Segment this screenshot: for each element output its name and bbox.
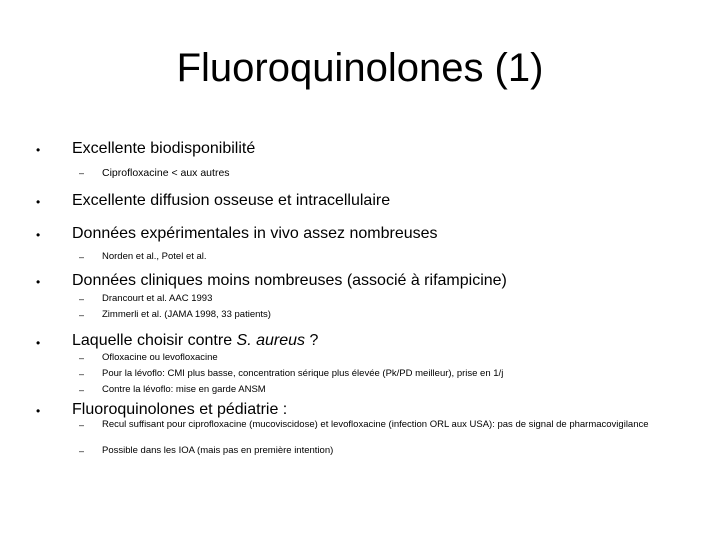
bullet-text: Données cliniques moins nombreuses (associé à rifampicine)	[72, 272, 507, 289]
sub-bullet-text: Norden et al., Potel et al.	[102, 251, 207, 262]
dash-icon: –	[79, 369, 85, 379]
dash-icon: –	[79, 420, 85, 430]
sub-bullet-text: Ofloxacine ou levofloxacine	[102, 352, 218, 363]
bullet-text: Excellente diffusion osseuse et intracellulaire	[72, 192, 391, 209]
bullet-icon: •	[36, 336, 41, 350]
bullet-icon: •	[36, 143, 41, 157]
sub-bullet-text: Recul suffisant pour ciprofloxacine (mucoviscidose) et levofloxacine (infection ORL aux USA): pas de signal de pharmacovigilance	[102, 419, 649, 430]
species-name: S. aureus	[236, 332, 306, 349]
bullet-icon: •	[36, 228, 41, 242]
bullet-icon: •	[36, 195, 41, 209]
dash-icon: –	[79, 168, 85, 178]
dash-icon: –	[79, 252, 85, 262]
bullet-text: Fluoroquinolones et pédiatrie :	[72, 401, 288, 418]
sub-bullet-text: Drancourt et al. AAC 1993	[102, 293, 213, 304]
dash-icon: –	[79, 310, 85, 320]
dash-icon: –	[79, 446, 85, 456]
dash-icon: –	[79, 353, 85, 363]
slide-title: Fluoroquinolones (1)	[176, 46, 544, 90]
sub-bullet-text: Zimmerli et al. (JAMA 1998, 33 patients)	[102, 309, 271, 320]
bullet-text-s-aureus: Laquelle choisir contre S. aureus ?	[72, 332, 319, 349]
bullet-icon: •	[36, 404, 41, 418]
dash-icon: –	[79, 385, 85, 395]
sub-bullet-text: Ciprofloxacine < aux autres	[102, 167, 230, 179]
sub-bullet-text: Contre la lévoflo: mise en garde ANSM	[102, 384, 266, 395]
bullet-text: Données expérimentales in vivo assez nombreuses	[72, 225, 438, 242]
sub-bullet-text: Pour la lévoflo: CMI plus basse, concentration sérique plus élevée (Pk/PD meilleur), prise en 1/j	[102, 368, 504, 379]
sub-bullet-text: Possible dans les IOA (mais pas en première intention)	[102, 445, 334, 456]
bullet-text: Excellente biodisponibilité	[72, 140, 256, 157]
bullet-icon: •	[36, 275, 41, 289]
dash-icon: –	[79, 294, 85, 304]
